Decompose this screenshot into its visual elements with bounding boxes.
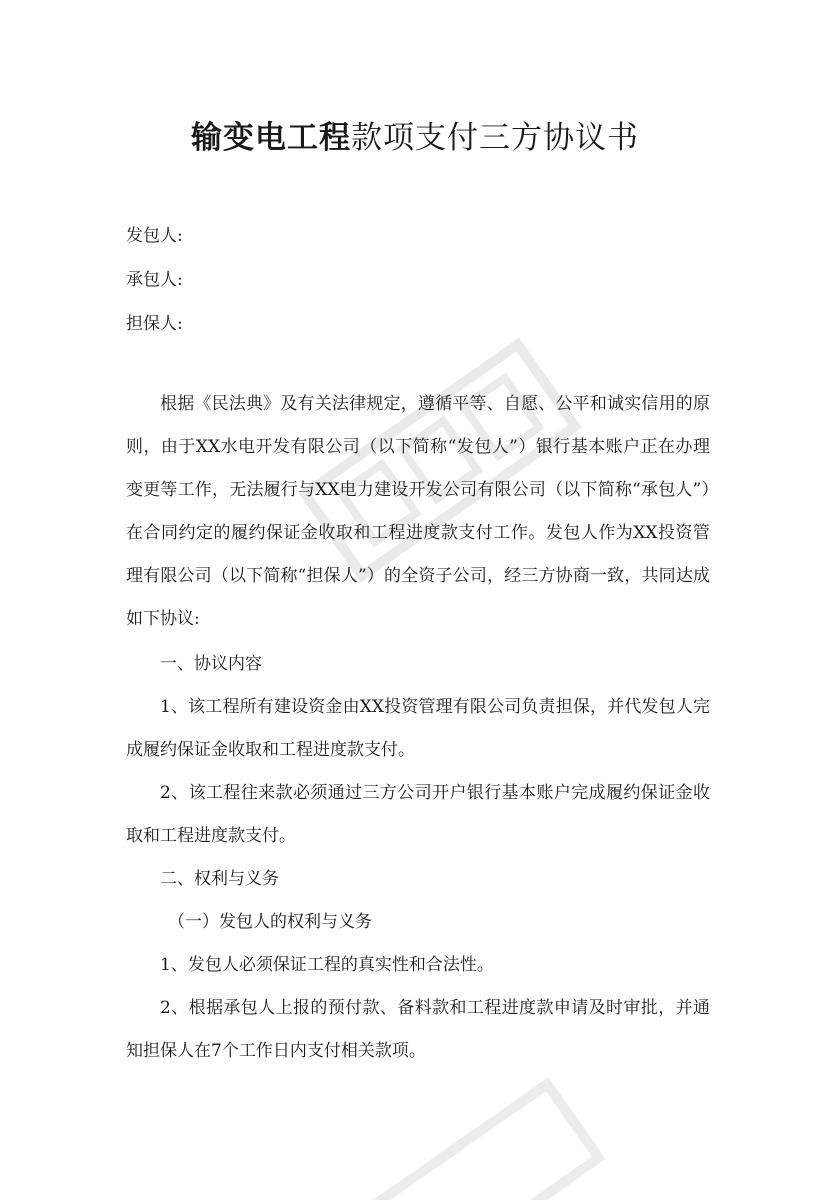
paragraph-item-2-2: 2、根据承包人上报的预付款、备料款和工程进度款申请及时审批，并通知担保人在7个工作日内支付相关款项。 — [126, 998, 710, 1061]
paragraph-intro: 根据《民法典》及有关法律规定，遵循平等、自愿、公平和诚实信用的原则，由于XX水电开发有限公司（以下简称“发包人”）银行基本账户正在办理变更等工作，无法履行与XX电力建设开发公司有限公司（以下简称“承包人”）在合同约定的履约保证金收取和工程进度款支付工作。发包人作为XX投资管理有限公司（以下简称“担保人”）的全资子公司，经三方协商一致，共同达成如下协议: — [126, 394, 710, 629]
party-guarantor: 担保人: — [126, 314, 183, 334]
subsection-heading-employer: （一）发包人的权利与义务 — [168, 912, 372, 932]
paragraph-item-1-2: 2、该工程往来款必须通过三方公司开户银行基本账户完成履约保证金收取和工程进度款支付。 — [126, 783, 710, 846]
section-heading-rights-obligations: 二、权利与义务 — [160, 869, 279, 889]
section-heading-agreement-content: 一、协议内容 — [160, 654, 262, 674]
party-contractor: 承包人: — [126, 270, 183, 290]
party-employer: 发包人: — [126, 226, 183, 246]
paragraph-item-2-1: 1、发包人必须保证工程的真实性和合法性。 — [160, 955, 494, 975]
paragraph-item-1-1: 1、该工程所有建设资金由XX投资管理有限公司负责担保，并代发包人完成履约保证金收取和工程进度款支付。 — [126, 697, 710, 760]
watermark-stamp-icon-bottom — [330, 1060, 630, 1200]
title-bold-part: 输变电工程 — [191, 120, 351, 156]
document-title — [0, 112, 830, 157]
title-normal-part: 款项支付三方协议书 — [351, 120, 639, 156]
